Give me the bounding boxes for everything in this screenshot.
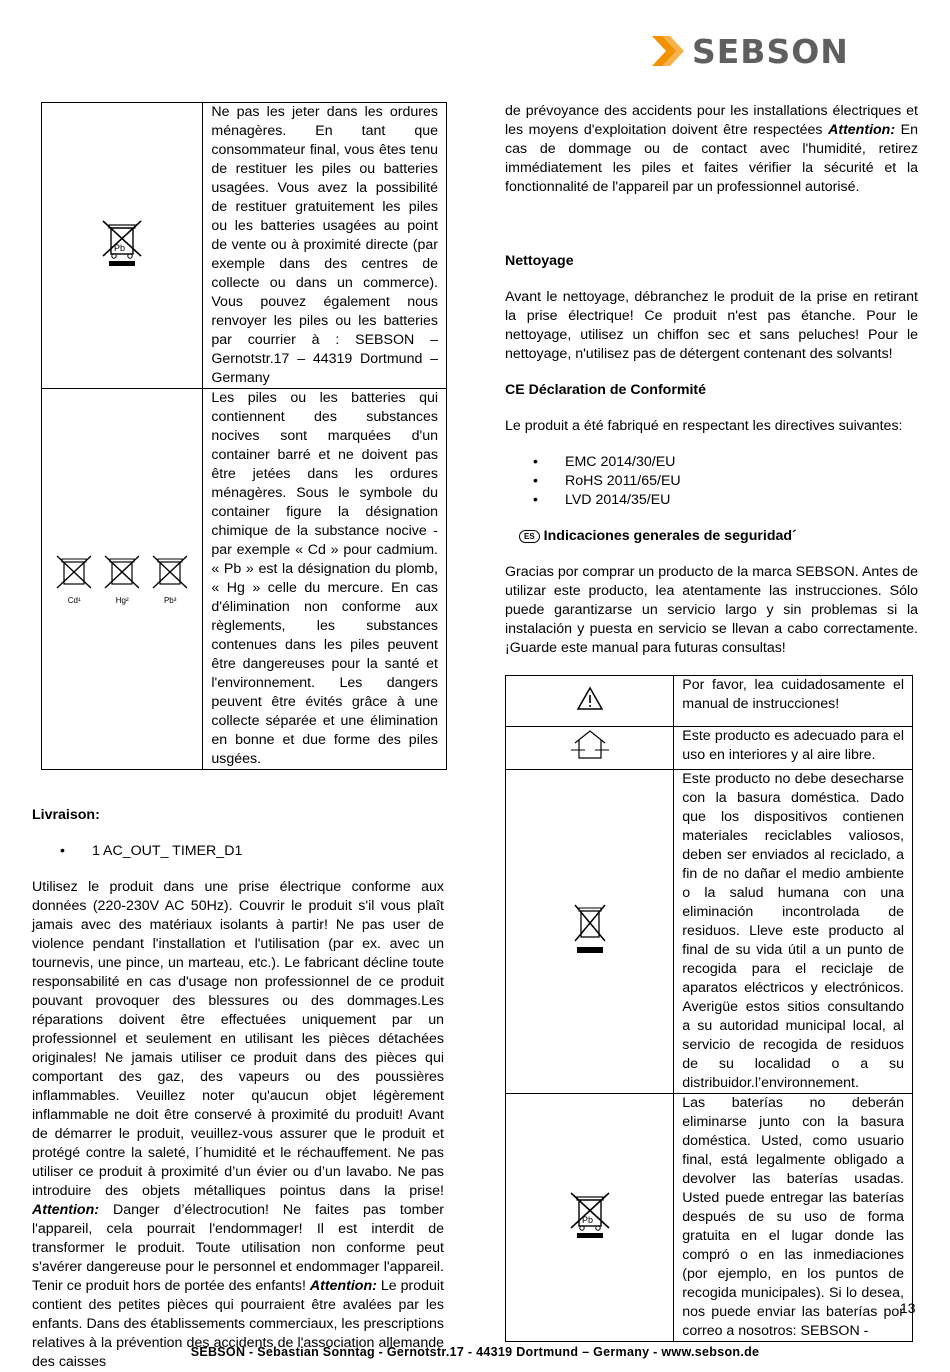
nettoyage-paragraph: Avant le nettoyage, débranchez le produit de la prise en retirant la prise électrique! Ce produit n'est pas étanche. Pour le nettoyage, utilisez un chiffon sec et sans peluches! Pour le nettoyage, n'utilisez pas de détergent contenant des solvants! [505,289,918,362]
battery-disposal-table [41,102,447,770]
table-row [506,1094,913,1342]
safety-symbols-table [505,675,913,1342]
crossed-bin-pb-icon [568,1190,612,1240]
table-cell-text: Ne pas les jeter dans les ordures ménagères. En tant que consommateur final, vous êtes tenu de restituer les piles ou batteries usagées. Vous avez la possibilité de restituer gratuitement les piles ou les batteries usagées au point de vente ou à proximité directe (par exemple dans des centres de collecte ou dans un commerce). Vous pouvez également nous renvoyer les piles ou les batteries par courrier à : SEBSON – Gernotstr.17 – 44319 Dortmund – Germany [203,103,447,389]
list-item: • RoHS 2011/65/EU [505,472,918,491]
text-segment: Le produit contient des petites pièces qui pourraient être avalées par les enfants. Dans des établissements commerciaux, les prescriptions relatives à la prévention des accidents de l'association allemande des caisses [32,1278,444,1370]
table-cell-text: Por favor, lea cuidadosamente el manual de instrucciones! [674,676,913,727]
icon-cell [506,770,674,1094]
attention-label: Attention: [309,1278,377,1294]
crossed-bin-pb-icon [100,218,144,268]
bin-label: Cd¹ [67,595,81,605]
svg-text:Pb: Pb [581,1214,593,1225]
list-item: • LVD 2014/35/EU [505,491,918,510]
icon-cell [506,1094,674,1342]
livraison-list [32,842,444,861]
table-row [42,103,447,389]
ce-heading: CE Déclaration de Conformité [505,382,707,398]
table-cell-text: Las baterías no deberán eliminarse junto con la basura doméstica. Usted, como usuario final, está legalmente obligado a devolver las baterías usadas. Usted puede entregar las baterías después de su uso de forma gratuita en el lugar donde las compró o en las inmediaciones (por ejemplo, en los puntos de recogida municipales). Si lo desea, nos puede enviar las baterías por correo a nosotros: SEBSON - [674,1094,913,1342]
icon-cell [42,389,203,770]
bin-label: Hg² [115,595,129,605]
svg-text:Pb: Pb [114,242,126,253]
es-intro-paragraph: Gracias por comprar un producto de la marca SEBSON. Antes de utilizar este producto, lea atentamente las instrucciones. Sólo puede garantizarse un servicio largo y sin problemas si la instalación y puesta en servicio se llevan a cabo correctamente. ¡Guarde este manual para futuras consultas! [505,564,918,656]
crossed-bin-pb-small-icon [151,554,189,590]
livraison-heading: Livraison: [32,807,100,823]
crossed-bin-weee-icon [573,903,607,955]
page-footer: SEBSON - Sebastian Sonntag - Gernotstr.17 - 44319 Dortmund – Germany - www.sebson.de [190,1345,760,1359]
es-heading-text: Indicaciones generales de seguridad´ [543,528,797,544]
icon-cell [506,676,674,727]
attention-label: Attention: [828,122,896,138]
page-number: 13 [900,1300,916,1316]
continuation-paragraph [505,102,918,197]
nettoyage-heading: Nettoyage [505,253,574,269]
sebson-logo [648,31,849,71]
house-indoor-outdoor-icon [569,728,611,762]
table-row [506,676,913,727]
bin-label: Pb³ [163,595,177,605]
list-item: • 1 AC_OUT_ TIMER_D1 [32,842,444,861]
list-item: • EMC 2014/30/EU [505,453,918,472]
text-segment: Danger d’électrocution! Ne faites pas tomber l'appareil, cela pourrait l'endommager! Il est interdit de transformer le produit. Toute utilisation non conforme peut s'avérer dangereuse pour le personnel et endommager l'appareil. Tenir ce produit hors de portée des enfants! [32,1202,444,1294]
livraison-paragraph [32,878,444,1372]
chevron-logo-icon [648,34,688,68]
crossed-bin-hg-icon [103,554,141,590]
table-cell-text: Este producto no debe desecharse con la basura doméstica. Dado que los dispositivos contienen materiales reciclables valiosos, deben ser enviados al reciclado, a fin de no dañar el medio ambiente o la salud humana con una eliminación incontrolada de residuos. Lleve este producto al final de su vida útil a un punto de recogida para el reciclaje de aparatos eléctricos y electrónicos. Averigüe estos sitios consultando a su autoridad municipal local, al servicio de recogida de residuos de su localidad o a su distribuidor.l’environnement. [674,770,913,1094]
es-heading [519,527,918,546]
right-column [505,102,918,1342]
text-segment: Utilisez le produit dans une prise électrique conforme aux données (220-230V AC 50Hz). Couvrir le produit s'il vous plaît jamais avec des matériaux isolants à partir! Ne pas user de violence pendant l'installation et l'utilisation (par ex. avec un tournevis, une pince, un marteau, etc.). Le fabricant décline toute responsabilité en cas d'usage non professionnel de ce produit pouvant provoquer des blessures ou des dommages.Les réparations doivent être effectuées uniquement par un professionnel et seulement en utilisant les pièces détachées originales! Ne jamais utiliser ce produit dans des pièces qui comportant des gaz, des vapeurs ou des poussières inflammables. Veuillez noter qu'aucun objet légèrement inflammable ne doit être conservé à proximité du produit! Avant de démarrer le produit, veuillez-vous assurer que le produit et protégé contre la saleté, l´humidité et le réchauffement. Ne pas utiliser ce produit à proximité d’un évier ou d’un lavabo. Ne pas introduire des objets métalliques pointus dans la prise! [32,879,444,1199]
table-row [506,727,913,770]
table-cell-text: Les piles ou les batteries qui contiennent des substances nocives sont marquées d'un container barré et ne doivent pas être jetées dans les ordures ménagères. Sous le symbole du container figure la désignation chimique de la substance nocive - par exemple « Cd » pour cadmium. « Pb » est la désignation du plomb, « Hg » celle du mercure. En cas d'élimination non conforme aux règlements, les substances contenues dans les piles peuvent être dangereuses pour la santé et l'environnement. Les dangers peuvent être évités grâce à une collecte séparée et une élimination en bonne et due forme des piles usgées. [203,389,447,770]
ce-directives-list [505,453,918,510]
ce-intro: Le produit a été fabriqué en respectant les directives suivantes: [505,418,903,434]
table-row [42,389,447,770]
crossed-bin-cd-icon [55,554,93,590]
warning-triangle-icon [576,686,604,711]
text-segment: En cas de dommage ou de contact avec l'humidité, retirez immédiatement les piles et faites vérifier la sécurité et la fonctionnalité de l'appareil par un professionnel autorisé. [505,122,918,195]
es-language-badge: ES [519,530,540,543]
brand-name: SEBSON [692,31,849,71]
left-column [32,102,444,1372]
icon-cell [506,727,674,770]
table-cell-text: Este producto es adecuado para el uso en interiores y al aire libre. [674,727,913,770]
text-segment: de prévoyance des accidents pour les installations électriques et les moyens d'exploitation doivent être respectées [505,103,918,138]
attention-label: Attention: [32,1202,99,1218]
icon-cell [42,103,203,389]
table-row [506,770,913,1094]
